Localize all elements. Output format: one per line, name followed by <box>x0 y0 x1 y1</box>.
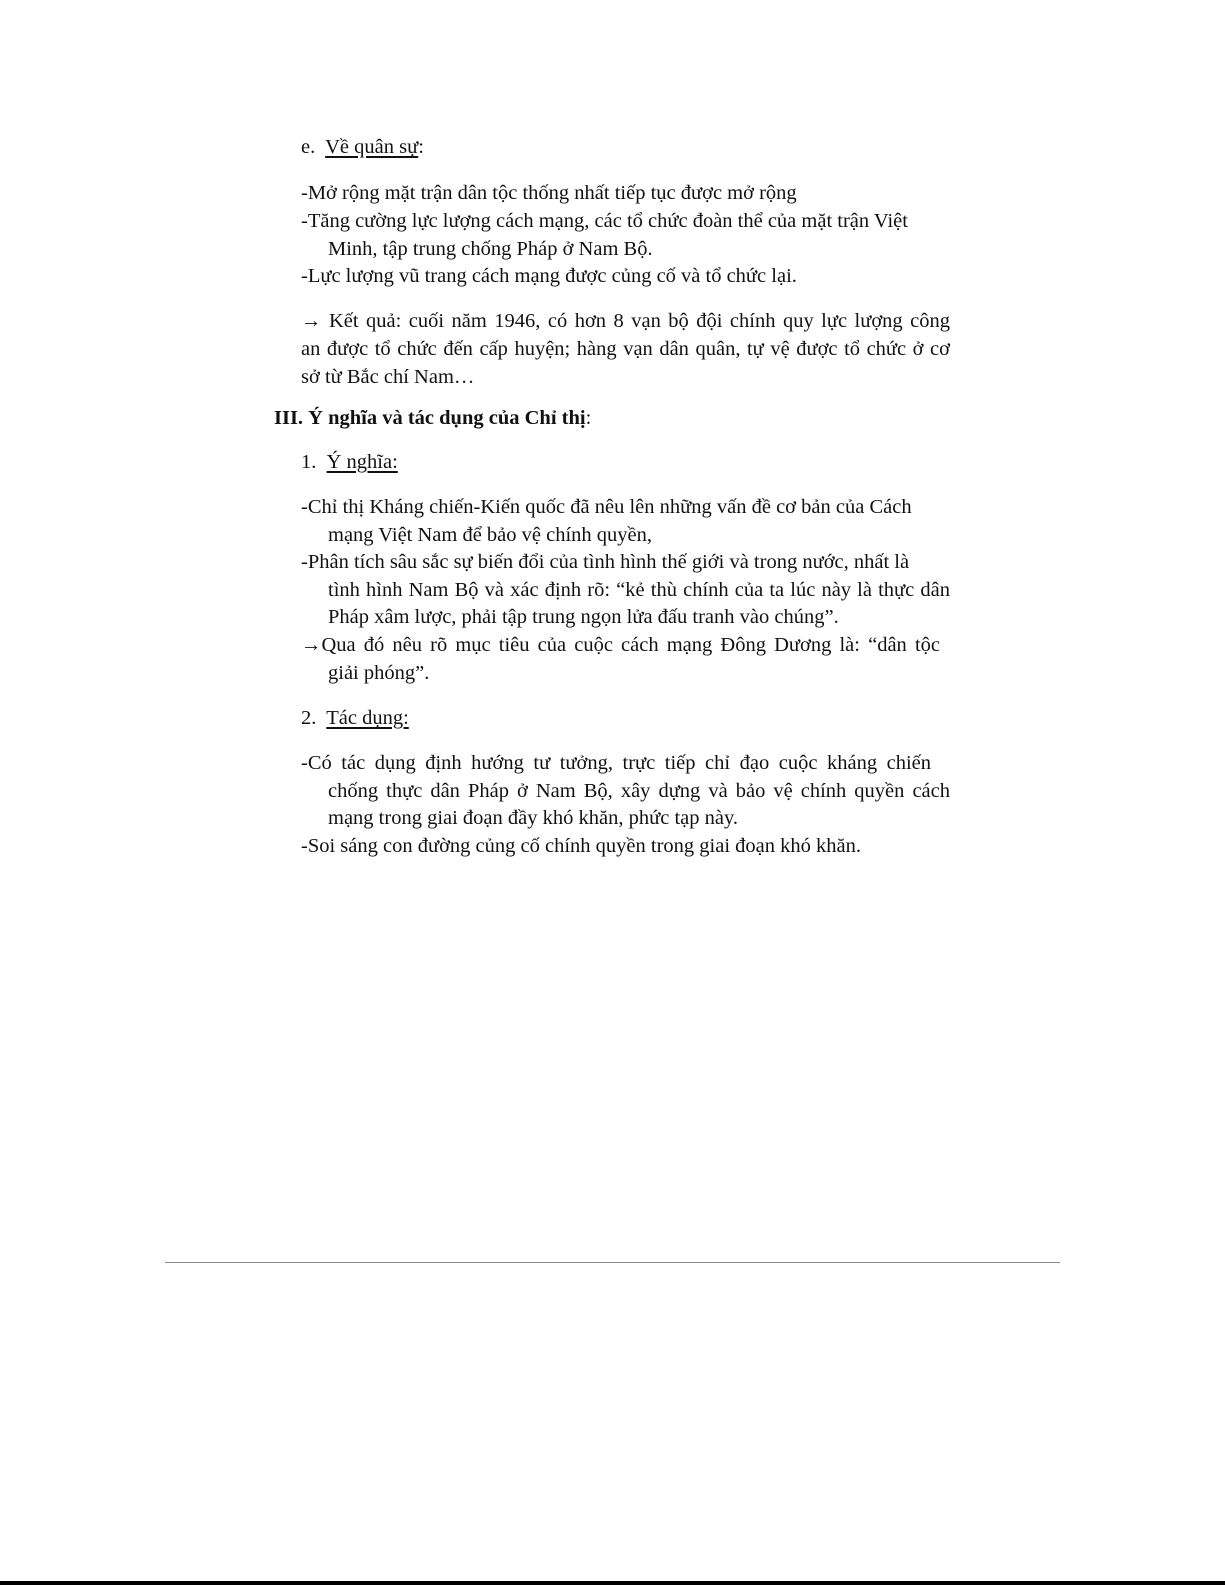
result-paragraph-line: an được tổ chức đến cấp huyện; hàng vạn dân quân, tự vệ được tổ chức ở cơ <box>301 338 950 360</box>
subsection-number: 2. <box>301 707 317 729</box>
section-heading-text: III. Ý nghĩa và tác dụng của Chỉ thị <box>274 407 586 429</box>
subsection-heading-military <box>301 134 424 161</box>
page-bottom-edge <box>0 1581 1225 1585</box>
footer-divider <box>165 1262 1060 1263</box>
result-paragraph-line: → Kết quả: cuối năm 1946, có hơn 8 vạn bộ đội chính quy lực lượng công <box>301 310 950 332</box>
bullet-item-continuation: mạng trong giai đoạn đầy khó khăn, phức tạp này. <box>328 807 738 829</box>
section-heading-colon: : <box>585 407 592 429</box>
bullet-item-continuation: giải phóng”. <box>328 662 430 684</box>
bullet-item-continuation: Pháp xâm lược, phải tập trung ngọn lửa đấu tranh vào chúng”. <box>328 606 839 628</box>
subsection-heading-meaning <box>301 449 398 476</box>
section-heading-iii <box>274 405 591 432</box>
bullet-item: →Qua đó nêu rõ mục tiêu của cuộc cách mạng Đông Dương là: “dân tộc <box>301 634 940 656</box>
bullet-item: -Soi sáng con đường củng cố chính quyền trong giai đoạn khó khăn. <box>301 835 861 857</box>
bullet-item-continuation: chống thực dân Pháp ở Nam Bộ, xây dựng và bảo vệ chính quyền cách <box>328 780 950 802</box>
subsection-title: Về quân sự <box>325 136 419 158</box>
bullet-item: -Chỉ thị Kháng chiến-Kiến quốc đã nêu lên những vấn đề cơ bản của Cách <box>301 496 912 518</box>
bullet-item-continuation: Minh, tập trung chống Pháp ở Nam Bộ. <box>328 238 653 260</box>
subsection-number: e. <box>301 136 316 158</box>
bullet-item: -Mở rộng mặt trận dân tộc thống nhất tiếp tục được mở rộng <box>301 182 797 204</box>
subsection-title: Tác dụng: <box>326 707 409 729</box>
bullet-item: -Có tác dụng định hướng tư tưởng, trực tiếp chỉ đạo cuộc kháng chiến <box>301 752 931 774</box>
bullet-item-continuation: tình hình Nam Bộ và xác định rõ: “kẻ thù chính của ta lúc này là thực dân <box>328 579 950 601</box>
bullet-item: -Tăng cường lực lượng cách mạng, các tổ chức đoàn thể của mặt trận Việt <box>301 210 908 232</box>
subsection-number: 1. <box>301 451 317 473</box>
result-paragraph-line: sở từ Bắc chí Nam… <box>301 366 475 388</box>
bullet-item-continuation: mạng Việt Nam để bảo vệ chính quyền, <box>328 524 653 546</box>
bullet-item: -Phân tích sâu sắc sự biến đổi của tình hình thế giới và trong nước, nhất là <box>301 551 910 573</box>
subsection-colon: : <box>418 136 424 158</box>
bullet-item: -Lực lượng vũ trang cách mạng được củng cố và tổ chức lại. <box>301 265 797 287</box>
subsection-heading-effect <box>301 705 409 732</box>
subsection-title: Ý nghĩa: <box>326 451 398 473</box>
